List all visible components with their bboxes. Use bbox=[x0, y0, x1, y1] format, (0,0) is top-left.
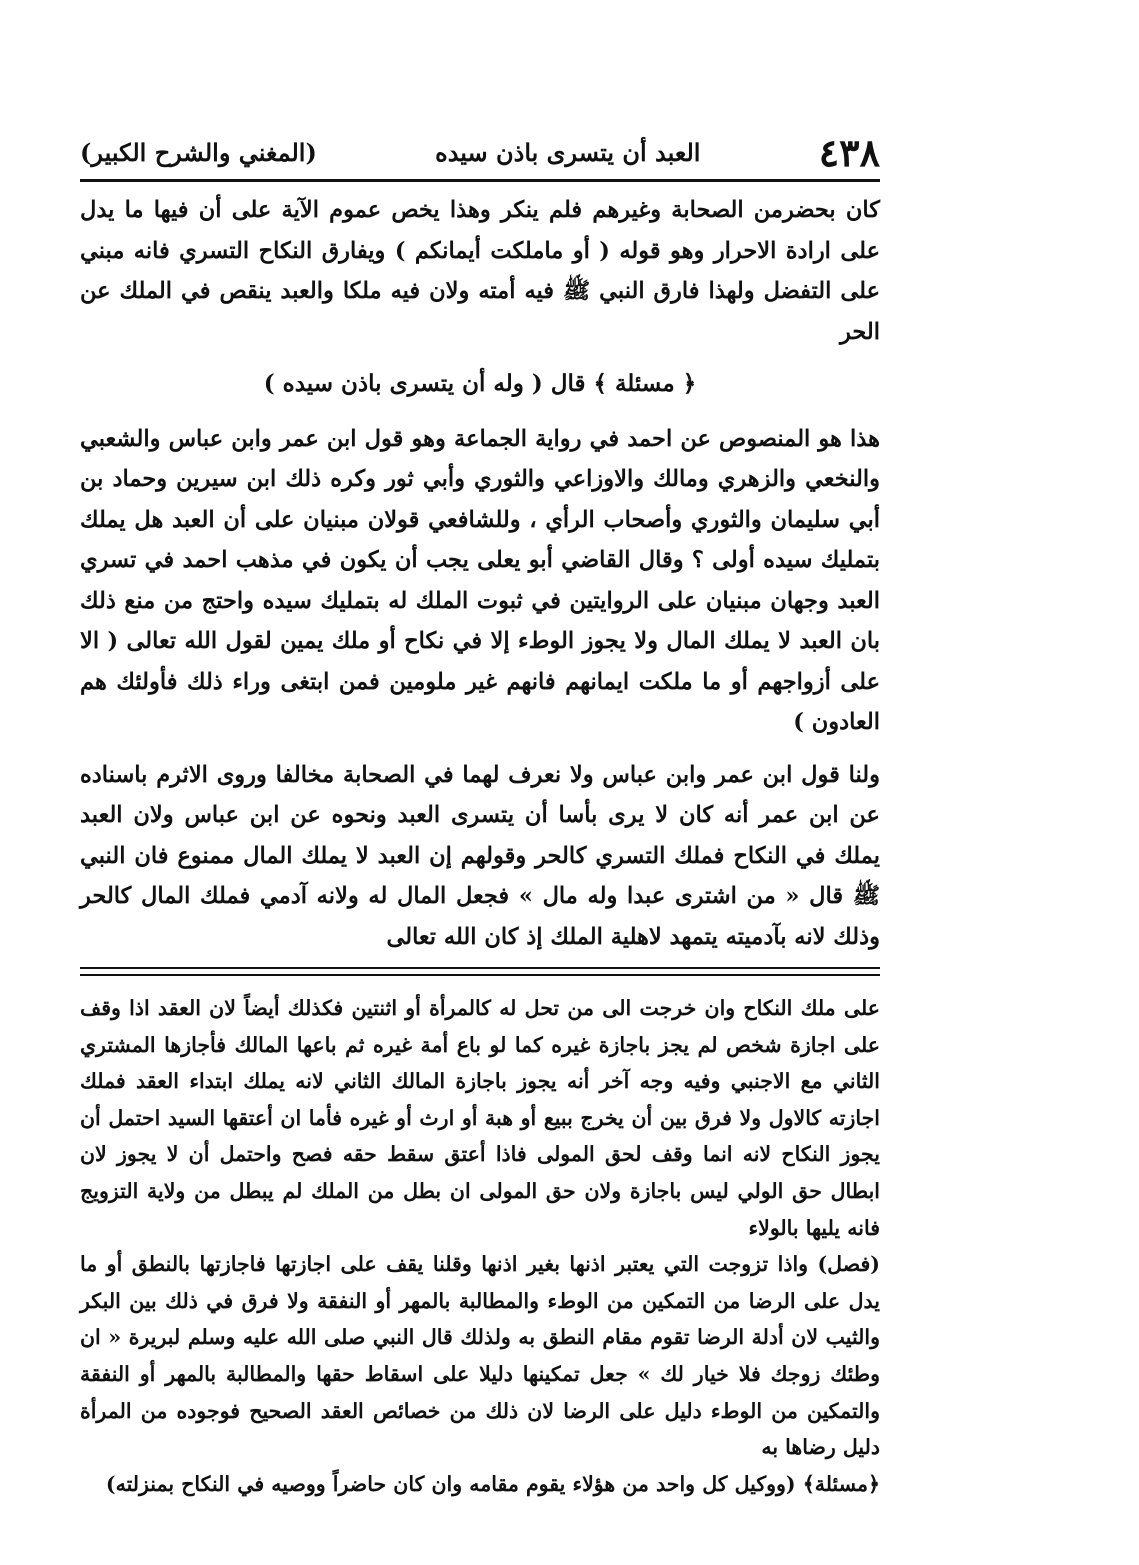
footnote-divider bbox=[80, 967, 880, 976]
commentary-text bbox=[80, 990, 880, 1502]
paragraph: هذا هو المنصوص عن احمد في رواية الجماعة وهو قول ابن عمر وابن عباس والشعبي والنخعي والزهري ومالك والاوزاعي والثوري وأبي ثور وكره ذلك ابن سيرين وحماد بن أبي سليمان والثوري وأصحاب الرأي ، وللشافعي قولان مبنيان على أن العبد هل يملك بتمليك سيده أولى ؟ وقال القاضي أبو يعلى يجب أن يكون في مذهب احمد في تسري العبد وجهان مبنيان على الروايتين في ثبوت الملك له بتمليك سيده واحتج من منع ذلك بان العبد لا يملك المال ولا يجوز الوطء إلا في نكاح أو ملك يمين لقول الله تعالى ( الا على أزواجهم أو ما ملكت ايمانهم فانهم غير ملومين فمن ابتغى وراء ذلك فأولئك هم العادون ) bbox=[80, 425, 880, 735]
commentary-paragraph: (فصل) واذا تزوجت التي يعتبر اذنها بغير اذنها وقلنا يقف على اجازتها فاجازتها بالنطق أو ما يدل على الرضا من التمكين من الوطء والمطالبة بالمهر أو النفقة ولا فرق في ذلك بين البكر والثيب لان أدلة الرضا تقوم مقام النطق به ولذلك قال النبي صلى الله عليه وسلم لبريرة « ان وطئك زوجك فلا خيار لك » جعل تمكينها دليلا على اسقاط حقها والمطالبة بالمهر أو النفقة والتمكين من الوطء دليل على الرضا لان ذلك من خصائص العقد الصحيح فوجوده من المرأة دليل رضاها به bbox=[80, 1252, 880, 1460]
section-title: العبد أن يتسرى باذن سيده bbox=[435, 137, 701, 167]
main-text bbox=[80, 190, 880, 957]
commentary-paragraph: على ملك النكاح وان خرجت الى من تحل له كالمرأة أو اثنتين فكذلك أيضاً لان العقد اذا وقف على اجازة شخص لم يجز باجازة غيره كما لو باع أمة غيره ثم باعها المالك فأجازها المشتري الثاني مع الاجنبي وفيه وجه آخر أنه يجوز باجازة المالك الثاني لانه يملك ابتداء العقد فملك اجازته كالاول ولا فرق بين أن يخرج ببيع أو هبة أو ارث أو غيره فأما ان أعتقها السيد احتمل أن يجوز النكاح لانه انما وقف لحق المولى فاذا أعتق سقط حقه فصح واحتمل أن لا يجوز لان ابطال حق الولي ليس باجازة ولان حق المولى ان بطل من الملك لم يبطل من ولاية التزويج فانه يليها بالولاء bbox=[80, 996, 880, 1240]
header-rule bbox=[80, 179, 880, 182]
page-header bbox=[80, 125, 880, 179]
issue-heading: ﴿ مسئلة ﴾ قال ( وله أن يتسرى باذن سيده ) bbox=[263, 370, 697, 397]
book-page bbox=[80, 125, 880, 1565]
book-title: (المغني والشرح الكبير) bbox=[80, 137, 317, 167]
commentary-issue: ﴿مسئلة﴾ (ووكيل كل واحد من هؤلاء يقوم مقامه وان كان حاضراً ووصيه في النكاح بمنزلته) bbox=[105, 1471, 880, 1496]
page-number: ٤٣٨ bbox=[818, 129, 880, 175]
paragraph: ولنا قول ابن عمر وابن عباس ولا نعرف لهما في الصحابة مخالفا وروى الاثرم باسناده عن ابن عمر أنه كان لا يرى بأسا أن يتسرى العبد ونحوه عن ابن عباس ولان العبد يملك في النكاح فملك التسري كالحر وقولهم إن العبد لا يملك المال ممنوع فان النبي ﷺ قال « من اشترى عبدا وله مال » فجعل المال له ولانه آدمي فملك المال كالحر وذلك لانه بآدميته يتمهد لاهلية الملك إذ كان الله تعالى bbox=[80, 761, 880, 950]
paragraph: كان بحضرمن الصحابة وغيرهم فلم ينكر وهذا يخص عموم الآية على أن فيها ما يدل على ارادة الاحرار وهو قوله ( أو ماملكت أيمانكم ) ويفارق النكاح التسري فانه مبني على التفضل ولهذا فارق النبي ﷺ فيه أمته ولان فيه ملكا والعبد ينقص في الملك عن الحر bbox=[80, 197, 880, 345]
